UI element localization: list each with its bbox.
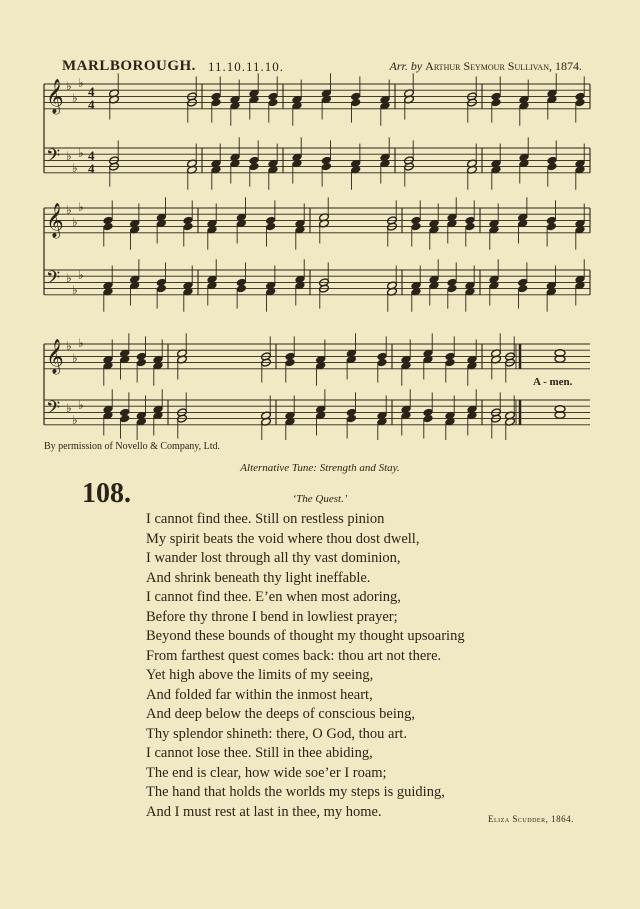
verse-2 xyxy=(146,588,465,666)
flat-icon: ♭ xyxy=(66,79,72,93)
flat-icon: ♭ xyxy=(66,339,72,353)
treble-clef-icon: 𝄞 xyxy=(46,203,64,238)
flat-icon: ♭ xyxy=(78,76,84,90)
flat-icon: ♭ xyxy=(72,161,78,175)
flat-icon: ♭ xyxy=(66,401,72,415)
flat-icon: ♭ xyxy=(78,398,84,412)
verse-line: And shrink beneath thy light ineffable. xyxy=(146,569,371,586)
permission-note: By permission of Novello & Company, Ltd. xyxy=(44,441,221,452)
flat-icon: ♭ xyxy=(66,149,72,163)
verse-line: And folded far within the inmost heart, xyxy=(146,686,373,703)
flat-icon: ♭ xyxy=(66,271,72,285)
verse-line: I cannot find thee. Still on restless pinion xyxy=(146,511,385,527)
time-signature: 4 xyxy=(88,84,95,99)
flat-icon: ♭ xyxy=(72,351,78,365)
tune-arrangement: Arr. by Arthur Seymour Sullivan, 1874. xyxy=(389,59,582,73)
verse-line: The end is clear, how wide soe’er I roam; xyxy=(146,764,387,781)
verse-4 xyxy=(146,744,445,822)
arrangement-year: 1874. xyxy=(555,59,582,73)
flat-icon: ♭ xyxy=(78,146,84,160)
verse-line: My spirit beats the void where thou dost dwell, xyxy=(146,530,420,547)
time-signature: 4 xyxy=(88,148,95,163)
flat-icon: ♭ xyxy=(72,283,78,297)
verse-line: The hand that holds the worlds my steps is guiding, xyxy=(146,784,445,800)
verse-3 xyxy=(146,666,415,744)
verse-line: Beyond these bounds of thought my thought upsoaring xyxy=(146,628,465,644)
treble-clef-icon: 𝄞 xyxy=(46,79,64,114)
verse-line: Thy splendor shineth: there, O God, thou art. xyxy=(146,725,407,742)
arranger-name: Arthur Seymour Sullivan xyxy=(425,59,549,73)
hymn-number: 108. xyxy=(82,478,131,509)
amen-lyric: A - men. xyxy=(533,376,573,388)
tune-name: MARLBOROUGH. xyxy=(62,58,196,74)
bass-clef-icon: 𝄢 xyxy=(46,146,61,171)
tune-meter: 11.10.11.10. xyxy=(208,59,285,74)
flat-icon: ♭ xyxy=(66,203,72,217)
bass-clef-icon: 𝄢 xyxy=(46,268,61,293)
verse-line: And deep below the deeps of conscious being, xyxy=(146,706,415,722)
verse-line: I cannot lose thee. Still in thee abiding, xyxy=(146,745,373,761)
flat-icon: ♭ xyxy=(72,413,78,427)
alternative-tune: Alternative Tune: Strength and Stay. xyxy=(240,462,400,474)
flat-icon: ♭ xyxy=(78,336,84,350)
arrangement-prefix: Arr. by xyxy=(389,59,423,73)
verse-line: I wander lost through all thy vast dominion, xyxy=(146,550,401,566)
hymn-title: ‘The Quest.’ xyxy=(292,493,348,505)
treble-clef-icon: 𝄞 xyxy=(46,339,64,374)
verse-1 xyxy=(146,510,419,588)
hymn-author: Eliza Scudder, 1864. xyxy=(488,814,574,824)
time-signature: 4 xyxy=(88,97,95,112)
time-signature: 4 xyxy=(88,161,95,176)
verse-line: And I must rest at last in thee, my home. xyxy=(146,803,382,820)
flat-icon: ♭ xyxy=(78,200,84,214)
music-score xyxy=(0,0,640,440)
verse-line: I cannot find thee. E’en when most adoring, xyxy=(146,589,401,605)
verse-line: Yet high above the limits of my seeing, xyxy=(146,667,374,683)
flat-icon: ♭ xyxy=(72,91,78,105)
bass-clef-icon: 𝄢 xyxy=(46,398,61,423)
verse-line: From farthest quest comes back: thou art not there. xyxy=(146,647,442,664)
flat-icon: ♭ xyxy=(72,215,78,229)
flat-icon: ♭ xyxy=(78,268,84,282)
verse-line: Before thy throne I bend in lowliest prayer; xyxy=(146,608,398,625)
